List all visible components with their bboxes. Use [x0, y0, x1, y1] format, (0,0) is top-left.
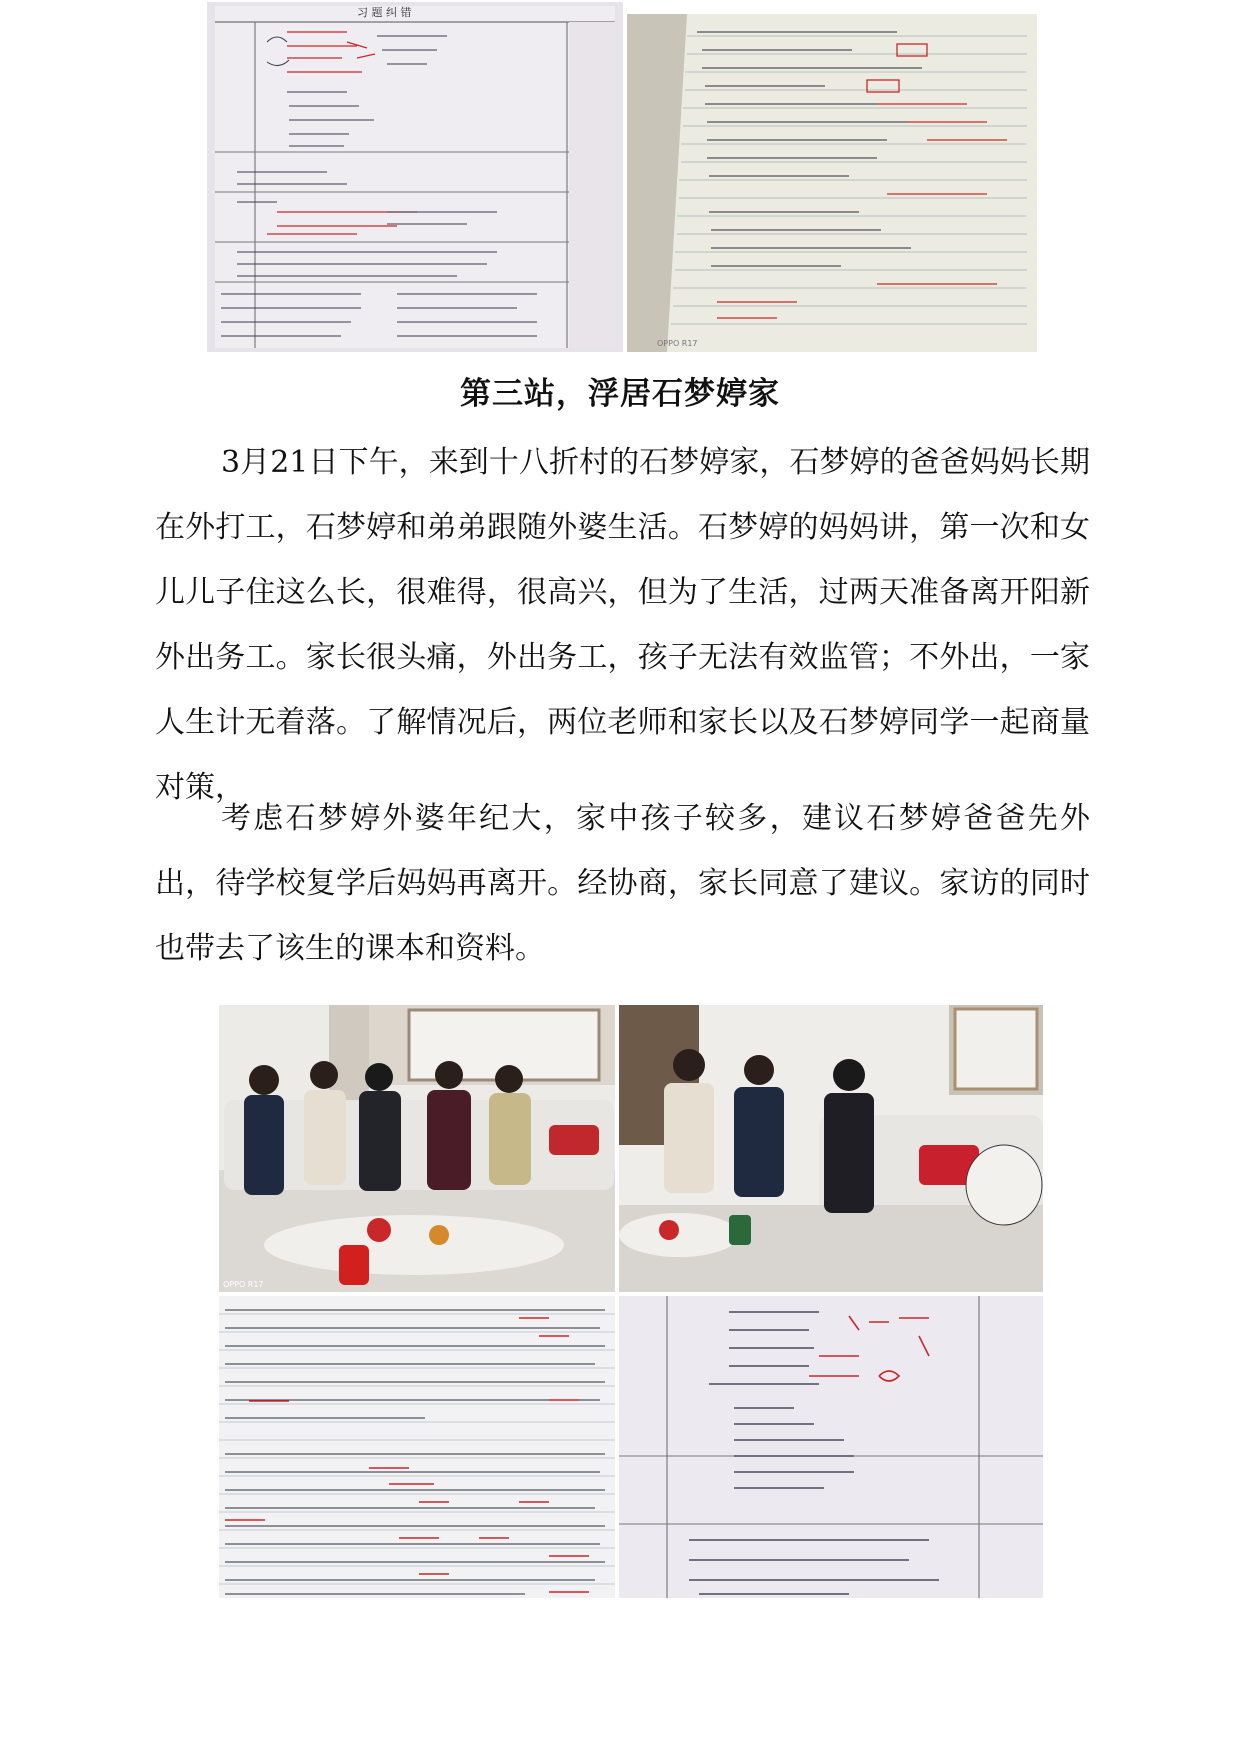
- station-title: 第三站，浮居石梦婷家: [460, 376, 780, 412]
- answer-correction-photo: [619, 1296, 1043, 1598]
- home-visit-conversation-photo: [619, 1005, 1043, 1292]
- handwritten-passage-photo: [219, 1296, 615, 1598]
- paragraph-agreement: 考虑石梦婷外婆年纪大，家中孩子较多，建议石梦婷爸爸先外出，待学校复学后妈妈再离开。经协商，家长同意了建议。家访的同时也带去了该生的课本和资料。: [155, 801, 1090, 966]
- notebook-photo-top-left: [207, 2, 623, 352]
- photo-tag: OPPO R17: [657, 339, 698, 348]
- paragraph-visit-description: 3月21日下午，来到十八折村的石梦婷家，石梦婷的爸爸妈妈长期在外打工，石梦婷和弟弟跟随外婆生活。石梦婷的妈妈讲，第一次和女儿儿子住这么长，很难得，很高兴，但为了生活，过两天准备离开阳新外出务工。家长很头痛，外出务工，孩子无法有效监管；不外出，一家人生计无着落。了解情况后，两位老师和家长以及石梦婷同学一起商量对策，: [155, 445, 1090, 805]
- notebook-photo-top-right: [627, 14, 1037, 352]
- home-visit-group-photo: [219, 1005, 615, 1292]
- notebook-heading: 习 题 纠 错: [357, 6, 412, 19]
- photo-tag: OPPO R17: [223, 1280, 264, 1289]
